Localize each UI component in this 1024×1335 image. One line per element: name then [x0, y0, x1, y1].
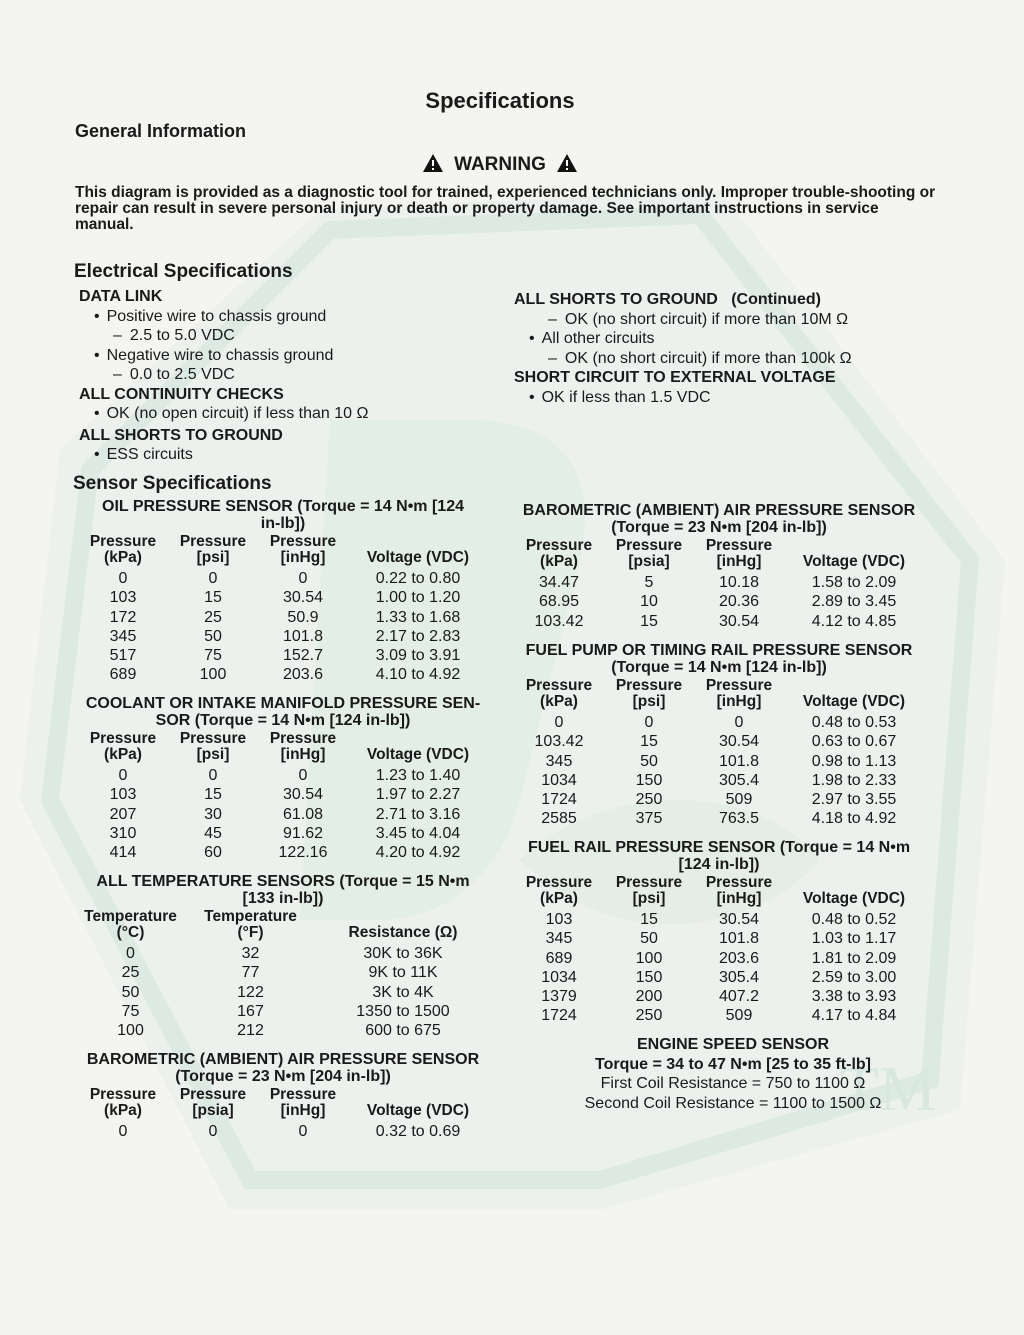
section-title-cont: (Torque = 14 N•m [124 in-lb])	[611, 659, 827, 676]
spec-table	[78, 534, 488, 685]
table-header-row	[78, 534, 488, 569]
table-cell: 25	[121, 964, 140, 982]
table-cell: 101.8	[282, 627, 324, 645]
table-cell: 2585	[541, 810, 577, 828]
table-cell: 345	[545, 930, 573, 948]
column-header-unit: [psi]	[632, 693, 666, 710]
section-title-cont: (Torque = 23 N•m [204 in-lb])	[611, 519, 827, 536]
table-cell: 0	[208, 570, 218, 587]
column-header	[694, 538, 784, 573]
table-header-row	[78, 909, 488, 944]
table-cell: 30.54	[282, 589, 324, 607]
table-cell: 100	[199, 666, 227, 684]
column-header	[168, 1087, 258, 1122]
table-row	[514, 573, 924, 592]
table-cell: 34.47	[538, 574, 580, 591]
table-cell: 1.58 to 2.09	[811, 574, 897, 591]
table-cell: 50	[204, 627, 222, 645]
column-header-line: Voltage (VDC)	[366, 746, 470, 763]
column-header-unit: [inHg]	[280, 1102, 326, 1119]
oil-pressure-section	[78, 498, 488, 685]
table-header-row	[514, 875, 924, 910]
table-cell: 407.2	[718, 988, 760, 1006]
column-header	[514, 538, 604, 573]
column-header-unit: [psia]	[192, 1102, 234, 1119]
table-cell: 1724	[541, 1007, 577, 1025]
column-header	[604, 538, 694, 573]
column-header-unit: (kPa)	[540, 693, 578, 710]
table-cell: 517	[109, 647, 137, 665]
column-header	[183, 909, 318, 944]
table-cell: 101.8	[718, 752, 760, 770]
table-cell: 32	[241, 945, 260, 962]
column-header-line: Pressure	[615, 874, 683, 891]
table-cell: 509	[725, 791, 753, 809]
table-row	[78, 627, 488, 646]
spec-table	[514, 538, 924, 631]
table-cell: 305.4	[718, 968, 760, 986]
column-header	[258, 1087, 348, 1122]
shorts-other-label: • All other circuits	[514, 329, 934, 349]
sensor-specifications-heading: Sensor Specifications	[73, 473, 272, 494]
table-row	[514, 910, 924, 929]
column-header-line: Pressure	[269, 533, 337, 550]
column-header-line: Pressure	[705, 537, 773, 554]
table-cell: 0	[644, 714, 654, 731]
column-header-line: Pressure	[179, 1086, 247, 1103]
table-cell: 45	[204, 824, 222, 842]
table-cell: 0.63 to 0.67	[811, 733, 897, 751]
column-header	[784, 875, 924, 910]
column-header	[78, 909, 183, 944]
general-information-heading: General Information	[75, 121, 247, 141]
table-row	[78, 944, 488, 963]
table-cell: 9K to 11K	[368, 964, 438, 982]
column-header	[318, 909, 488, 944]
table-row	[514, 1006, 924, 1025]
table-row	[514, 771, 924, 790]
engine-speed-torque: Torque = 34 to 47 N•m [25 to 35 ft-lb]	[594, 1055, 871, 1073]
column-header	[514, 678, 604, 713]
table-cell: 30K to 36K	[363, 945, 443, 962]
data-link-negative-value: – 0.0 to 2.5 VDC	[79, 365, 499, 385]
table-cell: 4.12 to 4.85	[811, 612, 897, 630]
table-cell: 414	[109, 844, 137, 862]
table-cell: 0	[298, 570, 308, 587]
second-coil-resistance: Second Coil Resistance = 1100 to 1500 Ω	[584, 1094, 882, 1112]
section-title-cont: [133 in-lb])	[242, 890, 324, 907]
table-cell: 1.00 to 1.20	[375, 589, 461, 607]
table-row	[78, 608, 488, 627]
column-header	[78, 1087, 168, 1122]
warning-icon	[556, 153, 578, 173]
table-cell: 103.42	[534, 733, 584, 751]
table-row	[514, 929, 924, 948]
shorts-item: • ESS circuits	[79, 445, 499, 465]
table-cell: 689	[545, 949, 573, 967]
column-header-unit: [inHg]	[716, 890, 762, 907]
table-cell: 30.54	[718, 733, 760, 751]
table-cell: 60	[204, 844, 222, 862]
column-header	[514, 875, 604, 910]
table-cell: 4.18 to 4.92	[811, 810, 897, 828]
spec-table	[514, 875, 924, 1026]
external-voltage-item: • OK if less than 1.5 VDC	[514, 388, 934, 408]
table-row	[514, 752, 924, 771]
column-header-unit: (kPa)	[104, 746, 142, 763]
column-header-line: Pressure	[179, 730, 247, 747]
watermark-tm: TM	[840, 1053, 936, 1124]
column-header-line: Temperature	[84, 908, 177, 925]
table-row	[78, 569, 488, 588]
table-cell: 1034	[541, 771, 577, 789]
table-cell: 30.54	[718, 911, 760, 928]
column-header-unit: (kPa)	[104, 1102, 142, 1119]
table-row	[78, 1021, 488, 1040]
column-header-unit: [psi]	[196, 549, 230, 566]
section-title: FUEL RAIL PRESSURE SENSOR (Torque = 14 N•m	[527, 839, 911, 856]
table-cell: 50	[640, 752, 658, 770]
table-cell: 25	[204, 608, 222, 626]
column-header-line: Pressure	[179, 533, 247, 550]
table-cell: 77	[241, 964, 260, 982]
column-header	[258, 731, 348, 766]
column-header	[348, 534, 488, 569]
column-header	[348, 731, 488, 766]
table-cell: 101.8	[718, 930, 760, 948]
shorts-title: ALL SHORTS TO GROUND	[79, 426, 283, 444]
column-header-unit: (kPa)	[540, 553, 578, 570]
table-cell: 1.23 to 1.40	[375, 767, 461, 784]
table-cell: 2.17 to 2.83	[375, 627, 461, 645]
column-header-line: Pressure	[525, 537, 593, 554]
table-cell: 203.6	[718, 949, 760, 967]
continued-label: (Continued)	[731, 291, 821, 308]
column-header-line: Pressure	[525, 677, 593, 694]
warning-label: WARNING	[454, 154, 546, 175]
column-header-line: Pressure	[89, 533, 157, 550]
table-cell: 763.5	[718, 810, 760, 828]
table-cell: 15	[204, 589, 222, 607]
table-row	[78, 805, 488, 824]
table-row	[514, 987, 924, 1006]
section-title-cont: [124 in-lb])	[678, 856, 760, 873]
column-header-line: Voltage (VDC)	[802, 890, 906, 907]
column-header-line: Pressure	[705, 677, 773, 694]
table-row	[514, 809, 924, 828]
table-cell: 75	[204, 647, 222, 665]
table-cell: 91.62	[282, 824, 324, 842]
shorts-continued-title: ALL SHORTS TO GROUND	[514, 291, 718, 308]
column-header	[694, 875, 784, 910]
column-header-unit: (kPa)	[540, 890, 578, 907]
table-cell: 103.42	[534, 612, 584, 630]
table-cell: 152.7	[282, 647, 324, 665]
data-link-title: DATA LINK	[79, 288, 163, 305]
section-title: BAROMETRIC (AMBIENT) AIR PRESSURE SENSOR	[86, 1051, 480, 1068]
table-cell: 3.09 to 3.91	[375, 647, 461, 665]
column-header-line: Resistance (Ω)	[348, 924, 458, 941]
table-cell: 150	[635, 968, 663, 986]
column-header-unit: [inHg]	[280, 746, 326, 763]
table-row	[78, 824, 488, 843]
table-cell: 207	[109, 805, 137, 823]
table-cell: 2.97 to 3.55	[811, 791, 897, 809]
section-title: COOLANT OR INTAKE MANIFOLD PRESSURE SEN-	[85, 695, 481, 712]
fuel-rail-section	[514, 839, 924, 1026]
table-header-row	[78, 1087, 488, 1122]
column-header	[78, 731, 168, 766]
spec-table	[514, 678, 924, 829]
column-header-line: Pressure	[615, 677, 683, 694]
table-cell: 4.10 to 4.92	[375, 666, 461, 684]
table-row	[78, 665, 488, 684]
table-row	[514, 790, 924, 809]
table-cell: 5	[644, 574, 654, 591]
column-header	[258, 534, 348, 569]
table-cell: 203.6	[282, 666, 324, 684]
table-cell: 75	[121, 1002, 140, 1020]
table-cell: 1.03 to 1.17	[811, 930, 897, 948]
column-header-line: Voltage (VDC)	[802, 693, 906, 710]
page-title: Specifications	[425, 88, 575, 113]
column-header	[168, 731, 258, 766]
table-cell: 4.20 to 4.92	[375, 844, 461, 862]
column-header	[784, 678, 924, 713]
table-row	[78, 588, 488, 607]
column-header	[784, 538, 924, 573]
shorts-ess-value: – OK (no short circuit) if more than 10M Ω	[514, 310, 934, 330]
table-cell: 375	[635, 810, 663, 828]
table-cell: 0	[118, 1123, 128, 1140]
table-cell: 1.33 to 1.68	[375, 608, 461, 626]
table-header-row	[514, 678, 924, 713]
table-cell: 100	[635, 949, 663, 967]
shorts-other-value: – OK (no short circuit) if more than 100k Ω	[514, 349, 934, 369]
column-header	[168, 534, 258, 569]
table-cell: 0.22 to 0.80	[375, 570, 461, 587]
table-cell: 50.9	[287, 608, 319, 626]
electrical-right-column	[514, 290, 934, 407]
temperature-section	[78, 873, 488, 1040]
table-cell: 103	[109, 786, 137, 804]
first-coil-resistance: First Coil Resistance = 750 to 1100 Ω	[600, 1075, 866, 1092]
table-cell: 3K to 4K	[372, 983, 434, 1001]
section-title: BAROMETRIC (AMBIENT) AIR PRESSURE SENSOR	[522, 502, 916, 519]
table-cell: 0	[208, 1123, 218, 1140]
warning-banner	[0, 153, 1000, 176]
table-cell: 0	[118, 767, 128, 784]
table-row	[514, 592, 924, 611]
table-cell: 167	[237, 1002, 264, 1020]
coolant-pressure-section	[78, 695, 488, 862]
table-cell: 3.45 to 4.04	[375, 824, 461, 842]
table-cell: 345	[545, 752, 573, 770]
table-cell: 0	[298, 1123, 308, 1140]
section-title: ALL TEMPERATURE SENSORS (Torque = 15 N•m	[96, 873, 470, 890]
table-cell: 1.98 to 2.33	[811, 771, 897, 789]
table-cell: 0	[298, 767, 308, 784]
table-row	[78, 766, 488, 785]
section-title-cont: in-lb])	[260, 515, 306, 532]
table-cell: 509	[725, 1007, 753, 1025]
data-link-positive-value: – 2.5 to 5.0 VDC	[79, 326, 499, 346]
table-cell: 689	[109, 666, 137, 684]
table-cell: 30.54	[282, 786, 324, 804]
table-row	[78, 1122, 488, 1141]
column-header-unit: (°C)	[116, 924, 145, 941]
fuel-pump-section	[514, 642, 924, 829]
table-cell: 1034	[541, 968, 577, 986]
column-header	[78, 534, 168, 569]
table-cell: 305.4	[718, 771, 760, 789]
table-cell: 0	[118, 570, 128, 587]
table-cell: 1.81 to 2.09	[811, 949, 897, 967]
engine-speed-title: ENGINE SPEED SENSOR	[636, 1036, 830, 1053]
table-cell: 345	[109, 627, 137, 645]
external-voltage-title: SHORT CIRCUIT TO EXTERNAL VOLTAGE	[514, 369, 836, 386]
table-cell: 0	[554, 714, 564, 731]
warning-text: This diagram is provided as a diagnostic tool for trained, experienced technicians only. Improper trouble-shooting or repair can result in severe personal injury or death or property damage. See important instructions in service manual.	[75, 184, 936, 233]
barometric-right-section	[514, 502, 924, 631]
table-row	[78, 983, 488, 1002]
table-row	[514, 949, 924, 968]
warning-icon	[422, 153, 444, 173]
table-cell: 15	[640, 911, 658, 928]
column-header-line: Pressure	[705, 874, 773, 891]
table-cell: 0.48 to 0.53	[811, 714, 897, 731]
table-cell: 310	[109, 824, 137, 842]
table-cell: 15	[640, 612, 658, 630]
column-header-unit: [psi]	[196, 746, 230, 763]
table-cell: 0.98 to 1.13	[811, 752, 897, 770]
column-header-line: Pressure	[89, 1086, 157, 1103]
table-cell: 2.71 to 3.16	[375, 805, 461, 823]
table-cell: 3.38 to 3.93	[811, 988, 897, 1006]
table-cell: 1724	[541, 791, 577, 809]
table-cell: 30	[204, 805, 222, 823]
table-cell: 200	[635, 988, 663, 1006]
section-title: FUEL PUMP OR TIMING RAIL PRESSURE SENSOR	[525, 642, 913, 659]
table-row	[78, 1002, 488, 1021]
section-title: OIL PRESSURE SENSOR (Torque = 14 N•m [124	[102, 498, 464, 515]
table-cell: 1350 to 1500	[356, 1002, 450, 1020]
spec-table	[78, 1087, 488, 1141]
table-cell: 600 to 675	[365, 1022, 441, 1040]
data-link-positive: • Positive wire to chassis ground	[79, 307, 499, 327]
table-row	[514, 732, 924, 751]
section-title-cont: SOR (Torque = 14 N•m [124 in-lb])	[155, 712, 411, 729]
table-cell: 122	[237, 983, 264, 1001]
barometric-left-section	[78, 1051, 488, 1141]
continuity-item: • OK (no open circuit) if less than 10 Ω	[79, 404, 499, 424]
column-header-unit: (kPa)	[104, 549, 142, 566]
engine-speed-section	[463, 1035, 1003, 1113]
table-row	[78, 646, 488, 665]
table-cell: 1379	[541, 988, 577, 1006]
electrical-specifications-heading: Electrical Specifications	[74, 261, 293, 282]
table-row	[78, 963, 488, 982]
column-header-line: Pressure	[269, 730, 337, 747]
table-cell: 1.97 to 2.27	[375, 786, 461, 804]
table-row	[78, 785, 488, 804]
column-header-line: Voltage (VDC)	[366, 549, 470, 566]
column-header-unit: [inHg]	[716, 693, 762, 710]
table-row	[514, 612, 924, 631]
column-header-unit: [psia]	[628, 553, 670, 570]
table-cell: 0.32 to 0.69	[375, 1123, 461, 1140]
table-cell: 4.17 to 4.84	[811, 1007, 897, 1025]
column-header-line: Voltage (VDC)	[366, 1102, 470, 1119]
column-header-line: Pressure	[269, 1086, 337, 1103]
table-cell: 10	[640, 593, 658, 611]
table-cell: 2.89 to 3.45	[811, 593, 897, 611]
column-header-line: Pressure	[525, 874, 593, 891]
table-cell: 15	[204, 786, 222, 804]
table-cell: 172	[109, 608, 137, 626]
column-header	[604, 875, 694, 910]
column-header-unit: (°F)	[237, 924, 264, 941]
column-header-line: Temperature	[204, 908, 297, 925]
spec-table	[78, 731, 488, 862]
table-cell: 103	[109, 589, 137, 607]
table-cell: 0.48 to 0.52	[811, 911, 897, 928]
column-header-line: Pressure	[89, 730, 157, 747]
table-cell: 68.95	[538, 593, 580, 611]
electrical-left-column	[79, 287, 499, 465]
table-row	[78, 843, 488, 862]
table-cell: 250	[635, 791, 663, 809]
table-cell: 50	[640, 930, 658, 948]
column-header-line: Voltage (VDC)	[802, 553, 906, 570]
column-header	[604, 678, 694, 713]
table-row	[514, 713, 924, 732]
column-header-unit: [inHg]	[716, 553, 762, 570]
table-cell: 50	[121, 983, 140, 1001]
table-cell: 0	[208, 767, 218, 784]
table-cell: 100	[117, 1022, 144, 1040]
table-cell: 10.18	[718, 574, 760, 591]
table-cell: 250	[635, 1007, 663, 1025]
table-cell: 61.08	[282, 805, 324, 823]
table-header-row	[78, 731, 488, 766]
column-header-unit: [inHg]	[280, 549, 326, 566]
continuity-title: ALL CONTINUITY CHECKS	[79, 385, 284, 403]
table-header-row	[514, 538, 924, 573]
table-cell: 150	[635, 771, 663, 789]
table-cell: 20.36	[718, 593, 760, 611]
table-cell: 2.59 to 3.00	[811, 968, 897, 986]
table-cell: 212	[237, 1022, 264, 1040]
table-cell: 103	[545, 911, 573, 928]
table-cell: 0	[734, 714, 744, 731]
column-header	[694, 678, 784, 713]
data-link-negative: • Negative wire to chassis ground	[79, 346, 499, 366]
column-header-unit: [psi]	[632, 890, 666, 907]
table-cell: 15	[640, 733, 658, 751]
table-row	[514, 968, 924, 987]
table-cell: 122.16	[278, 844, 328, 862]
table-cell: 30.54	[718, 612, 760, 630]
section-title-cont: (Torque = 23 N•m [204 in-lb])	[175, 1068, 391, 1085]
column-header-line: Pressure	[615, 537, 683, 554]
table-cell: 0	[126, 945, 135, 962]
spec-table	[78, 909, 488, 1040]
